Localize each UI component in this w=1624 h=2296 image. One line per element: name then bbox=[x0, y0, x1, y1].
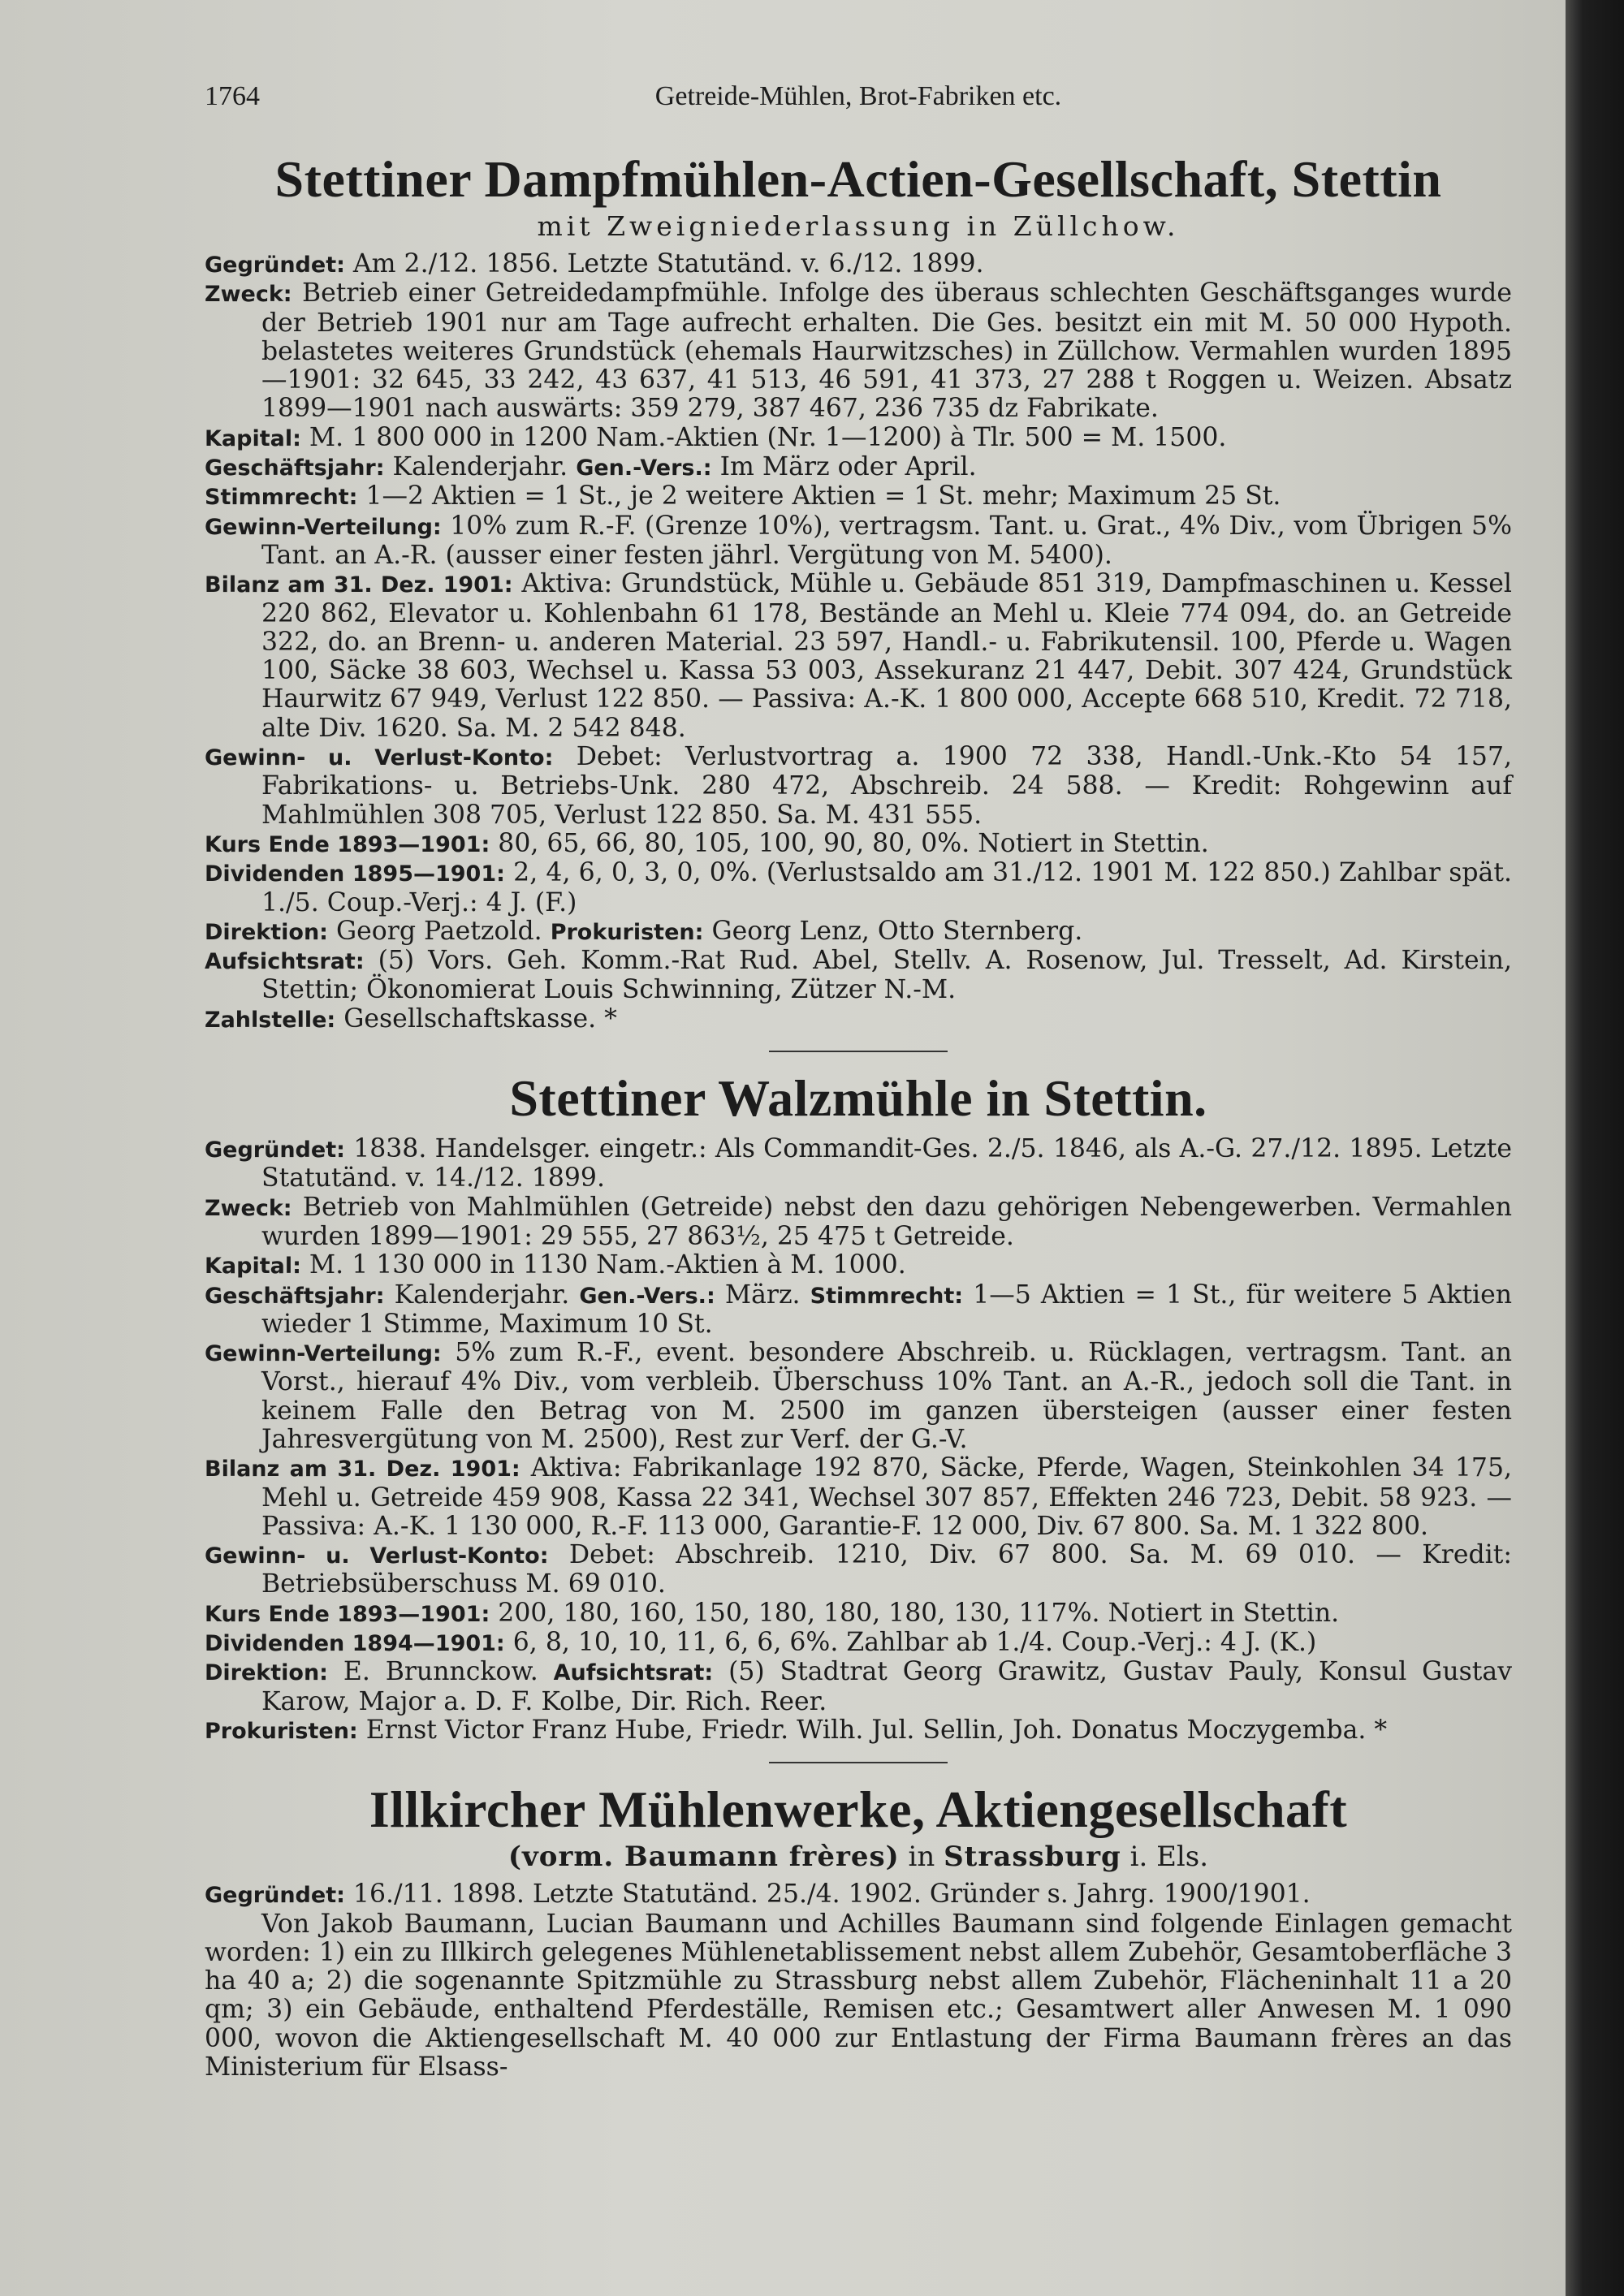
subtitle-city: Strassburg bbox=[944, 1841, 1121, 1874]
entry-aufsichtsrat bbox=[205, 947, 1512, 1005]
entry-text: 16./11. 1898. Letzte Statutänd. 25./4. 1902. Gründer s. Jahrg. 1900/1901. bbox=[352, 1880, 1311, 1910]
entry-kapital bbox=[205, 424, 1512, 453]
entry-text: 1838. Handelsger. eingetr.: Als Commandit-Ges. 2./5. 1846, als A.-G. 27./12. 1895. Letzte Statutänd. v. 14./12. 1899. bbox=[261, 1134, 1512, 1193]
entry-label: Gewinn-Verteilung: bbox=[205, 1341, 442, 1367]
page-number: 1764 bbox=[205, 81, 260, 111]
entry-label: Aufsichtsrat: bbox=[205, 949, 365, 975]
subtitle-in: in bbox=[908, 1841, 935, 1874]
entry-gegruendet bbox=[205, 1880, 1512, 1910]
entry-label-2: Prokuristen: bbox=[550, 919, 704, 945]
company-title: Stettiner Dampfmühlen-Actien-Gesellschaft, Stettin bbox=[274, 150, 1442, 208]
entry-label: Stimmrecht: bbox=[205, 485, 358, 511]
company-section-stettiner-walzmuehle bbox=[205, 1068, 1512, 1746]
entry-gewinn-verlust-konto bbox=[205, 1541, 1512, 1599]
entry-text-3: 1—5 Aktien = 1 St., für weitere 5 Aktien wieder 1 Stimme, Maximum 10 St. bbox=[261, 1280, 1513, 1339]
entry-label: Prokuristen: bbox=[205, 1718, 358, 1744]
entry-text: 200, 180, 160, 150, 180, 180, 180, 130, 117%. Notiert in Stettin. bbox=[498, 1598, 1340, 1628]
entry-geschaeftsjahr bbox=[205, 453, 1512, 482]
entry-gegruendet bbox=[205, 1135, 1512, 1193]
entry-text: M. 1 130 000 in 1130 Nam.-Aktien à M. 1000. bbox=[309, 1250, 906, 1280]
company-subtitle bbox=[205, 1840, 1512, 1874]
entry-text: 6, 8, 10, 10, 11, 6, 6, 6%. Zahlbar ab 1./4. Coup.-Verj.: 4 J. (K.) bbox=[512, 1628, 1317, 1658]
book-edge-shadow bbox=[1566, 0, 1624, 2296]
entry-bilanz bbox=[205, 1454, 1512, 1541]
page-content bbox=[205, 81, 1512, 2082]
entry-text: 5% zum R.-F., event. besondere Abschreib. u. Rücklagen, vertragsm. Tant. an Vorst., hierauf 4% Div., vom verbleib. Überschuss 10% Tant. an A.-R., jedoch soll die Tant. in keinem Falle den Betrag von M. 2500 im ganzen übersteigen (ausser einer festen Jahresvergütung von M. 2500), Rest zur Verf. der G.-V. bbox=[261, 1338, 1513, 1454]
entry-label: Kurs Ende 1893—1901: bbox=[205, 831, 490, 857]
entry-text: 2, 4, 6, 0, 3, 0, 0%. (Verlustsaldo am 31./12. 1901 M. 122 850.) Zahlbar spät. 1./5. Coup.-Verj.: 4 J. (F.) bbox=[261, 858, 1513, 917]
entry-label: Geschäftsjahr: bbox=[205, 1283, 385, 1309]
entry-text: Debet: Verlustvortrag a. 1900 72 338, Handl.-Unk.-Kto 54 157, Fabrikations- u. Betriebs-Unk. 280 472, Abschreib. 24 588. — Kredit: Rohgewinn auf Mahlmühlen 308 705, Verlust 122 850. Sa. M. 431 555. bbox=[261, 742, 1513, 830]
body-paragraph: Von Jakob Baumann, Lucian Baumann und Achilles Baumann sind folgende Einlagen gemacht worden: 1) ein zu Illkirch gelegenes Mühlenetablissement nebst allem Zubehör, Gesamtoberfläche 3 ha 40 a; 2) die sogenannte Spitzmühle zu Strassburg nebst allem Zubehör, Flächeninhalt 11 a 20 qm; 3) ein Gebäude, enthaltend Pferdeställe, Remisen etc.; Gesamtwert aller Anwesen M. 1 090 000, wovon die Aktiengesellschaft M. 40 000 zur Entlastung der Firma Baumann frères an das Ministerium für Elsass- bbox=[205, 1909, 1512, 2082]
entry-label: Zahlstelle: bbox=[205, 1007, 336, 1033]
running-header bbox=[205, 81, 1512, 130]
entry-label: Gegründet: bbox=[205, 252, 345, 278]
company-title: Stettiner Walzmühle in Stettin. bbox=[509, 1069, 1207, 1128]
entry-label: Gewinn- u. Verlust-Konto: bbox=[205, 1543, 549, 1569]
entry-text: Am 2./12. 1856. Letzte Statutänd. v. 6./12. 1899. bbox=[352, 249, 984, 278]
entry-label: Bilanz am 31. Dez. 1901: bbox=[205, 1457, 520, 1482]
entry-text: Kalenderjahr. bbox=[394, 1280, 570, 1310]
entry-stimmrecht bbox=[205, 482, 1512, 511]
entry-text-2: März. bbox=[724, 1280, 801, 1310]
subtitle-former-name: (vorm. Baumann frères) bbox=[508, 1841, 900, 1874]
entry-label: Gewinn- u. Verlust-Konto: bbox=[205, 745, 554, 771]
entry-label: Zweck: bbox=[205, 1195, 292, 1221]
entry-text: Debet: Abschreib. 1210, Div. 67 800. Sa. M. 69 010. — Kredit: Betriebsüberschuss M. 69 010. bbox=[261, 1540, 1512, 1599]
entry-label-2: Gen.-Vers.: bbox=[576, 455, 712, 481]
entry-text-2: (5) Stadtrat Georg Grawitz, Gustav Pauly, Konsul Gustav Karow, Major a. D. F. Kolbe, Dir. Rich. Reer. bbox=[261, 1657, 1513, 1716]
entry-text: Kalenderjahr. bbox=[392, 452, 568, 482]
entry-text-2: Georg Lenz, Otto Sternberg. bbox=[711, 916, 1083, 946]
company-section-illkircher-muehlenwerke bbox=[205, 1780, 1512, 2082]
entry-kurs bbox=[205, 1599, 1512, 1629]
subtitle-region: i. Els. bbox=[1129, 1841, 1209, 1874]
entry-label: Kapital: bbox=[205, 425, 301, 451]
company-title: Illkircher Mühlenwerke, Aktiengesellschaft bbox=[369, 1780, 1348, 1839]
entry-gewinn-verlust-konto bbox=[205, 743, 1512, 830]
entry-text: Betrieb einer Getreidedampfmühle. Infolge des überaus schlechten Geschäftsganges wurde der Betrieb 1901 nur am Tage aufrecht erhalten. Die Ges. besitzt ein mit M. 50 000 Hypoth. belastetes weiteres Grundstück (ehemals Haurwitzsches) in Züllchow. Vermahlen wurden 1895—1901: 32 645, 33 242, 43 637, 41 513, 46 591, 41 373, 27 288 t Roggen u. Weizen. Absatz 1899—1901 nach auswärts: 359 279, 387 467, 236 735 dz Fabrikate. bbox=[261, 278, 1512, 424]
entry-label: Gewinn-Verteilung: bbox=[205, 514, 442, 540]
entry-label: Direktion: bbox=[205, 1660, 328, 1686]
entry-label-2: Gen.-Vers.: bbox=[579, 1283, 715, 1309]
entry-label: Dividenden 1894—1901: bbox=[205, 1631, 505, 1657]
entry-zweck bbox=[205, 1193, 1512, 1252]
entry-dividenden bbox=[205, 1629, 1512, 1658]
entry-kurs bbox=[205, 830, 1512, 859]
running-title: Getreide-Mühlen, Brot-Fabriken etc. bbox=[654, 81, 1062, 111]
company-subtitle: mit Zweigniederlassung in Züllchow. bbox=[537, 210, 1180, 242]
entry-text: Betrieb von Mahlmühlen (Getreide) nebst den dazu gehörigen Nebengewerben. Vermahlen wurden 1899—1901: 29 555, 27 863½, 25 475 t Getreide. bbox=[261, 1192, 1512, 1251]
entry-text: Georg Paetzold. bbox=[336, 916, 542, 946]
entry-label: Gegründet: bbox=[205, 1883, 345, 1909]
entry-text-2: Im März oder April. bbox=[719, 452, 977, 482]
entry-label: Zweck: bbox=[205, 282, 292, 308]
entry-text: 1—2 Aktien = 1 St., je 2 weitere Aktien = 1 St. mehr; Maximum 25 St. bbox=[365, 481, 1281, 511]
entry-prokuristen bbox=[205, 1716, 1512, 1746]
entry-dividenden bbox=[205, 859, 1512, 917]
entry-kapital bbox=[205, 1251, 1512, 1280]
entry-label-2: Aufsichtsrat: bbox=[553, 1660, 714, 1686]
entry-text: M. 1 800 000 in 1200 Nam.-Aktien (Nr. 1—1200) à Tlr. 500 = M. 1500. bbox=[309, 422, 1227, 452]
entry-label: Geschäftsjahr: bbox=[205, 455, 385, 481]
entry-text: 10% zum R.-F. (Grenze 10%), vertragsm. Tant. u. Grat., 4% Div., vom Übrigen 5% Tant. an A.-R. (ausser einer festen jährl. Vergütung von M. 5400). bbox=[261, 511, 1512, 570]
section-divider bbox=[769, 1051, 948, 1052]
entry-direktion bbox=[205, 917, 1512, 947]
section-divider bbox=[769, 1762, 948, 1763]
entry-text: Aktiva: Grundstück, Mühle u. Gebäude 851 319, Dampfmaschinen u. Kessel 220 862, Elevator u. Kohlenbahn 61 178, Bestände an Mehl u. Kleie 774 094, do. an Getreide 322, do. an Brenn- u. anderen Material. 23 597, Handl.- u. Fabrikutensil. 100, Pferde u. Wagen 100, Säcke 38 603, Wechsel u. Kassa 53 003, Assekuranz 21 447, Debit. 307 424, Grundstück Haurwitz 67 949, Verlust 122 850. — Passiva: A.-K. 1 800 000, Accepte 668 510, Kredit. 72 718, alte Div. 1620. Sa. M. 2 542 848. bbox=[261, 569, 1512, 743]
entry-bilanz bbox=[205, 570, 1512, 743]
entry-gewinn-verteilung bbox=[205, 1339, 1512, 1454]
entry-geschaeftsjahr bbox=[205, 1281, 1512, 1340]
entry-label: Kurs Ende 1893—1901: bbox=[205, 1601, 490, 1627]
entry-label-3: Stimmrecht: bbox=[810, 1283, 964, 1309]
entry-gegruendet bbox=[205, 250, 1512, 279]
entry-text: Gesellschaftskasse. * bbox=[343, 1003, 617, 1034]
entry-text: 80, 65, 66, 80, 105, 100, 90, 80, 0%. Notiert in Stettin. bbox=[498, 828, 1209, 858]
entry-label: Bilanz am 31. Dez. 1901: bbox=[205, 572, 513, 598]
entry-text: (5) Vors. Geh. Komm.-Rat Rud. Abel, Stellv. A. Rosenow, Jul. Tresselt, Ad. Kirstein, Stettin; Ökonomierat Louis Schwinning, Zützer N.-M. bbox=[261, 946, 1512, 1005]
entry-label: Kapital: bbox=[205, 1254, 301, 1280]
entry-label: Gegründet: bbox=[205, 1137, 345, 1163]
company-section-stettiner-dampfmuehlen bbox=[205, 149, 1512, 1034]
entry-direktion bbox=[205, 1658, 1512, 1716]
entry-text: Aktiva: Fabrikanlage 192 870, Säcke, Pferde, Wagen, Steinkohlen 34 175, Mehl u. Getreide 459 908, Kassa 22 341, Wechsel 307 857, Effekten 246 723, Debit. 58 923. — Passiva: A.-K. 1 130 000, R.-F. 113 000, Garantie-F. 12 000, Div. 67 800. Sa. M. 1 322 800. bbox=[261, 1453, 1512, 1541]
entry-zahlstelle bbox=[205, 1005, 1512, 1034]
entry-gewinn-verteilung bbox=[205, 512, 1512, 571]
entry-label: Direktion: bbox=[205, 919, 328, 945]
entry-text: E. Brunnckow. bbox=[343, 1657, 538, 1687]
entry-zweck bbox=[205, 279, 1512, 423]
entry-label: Dividenden 1895—1901: bbox=[205, 861, 505, 887]
entry-text: Ernst Victor Franz Hube, Friedr. Wilh. Jul. Sellin, Joh. Donatus Moczygemba. * bbox=[365, 1715, 1388, 1745]
